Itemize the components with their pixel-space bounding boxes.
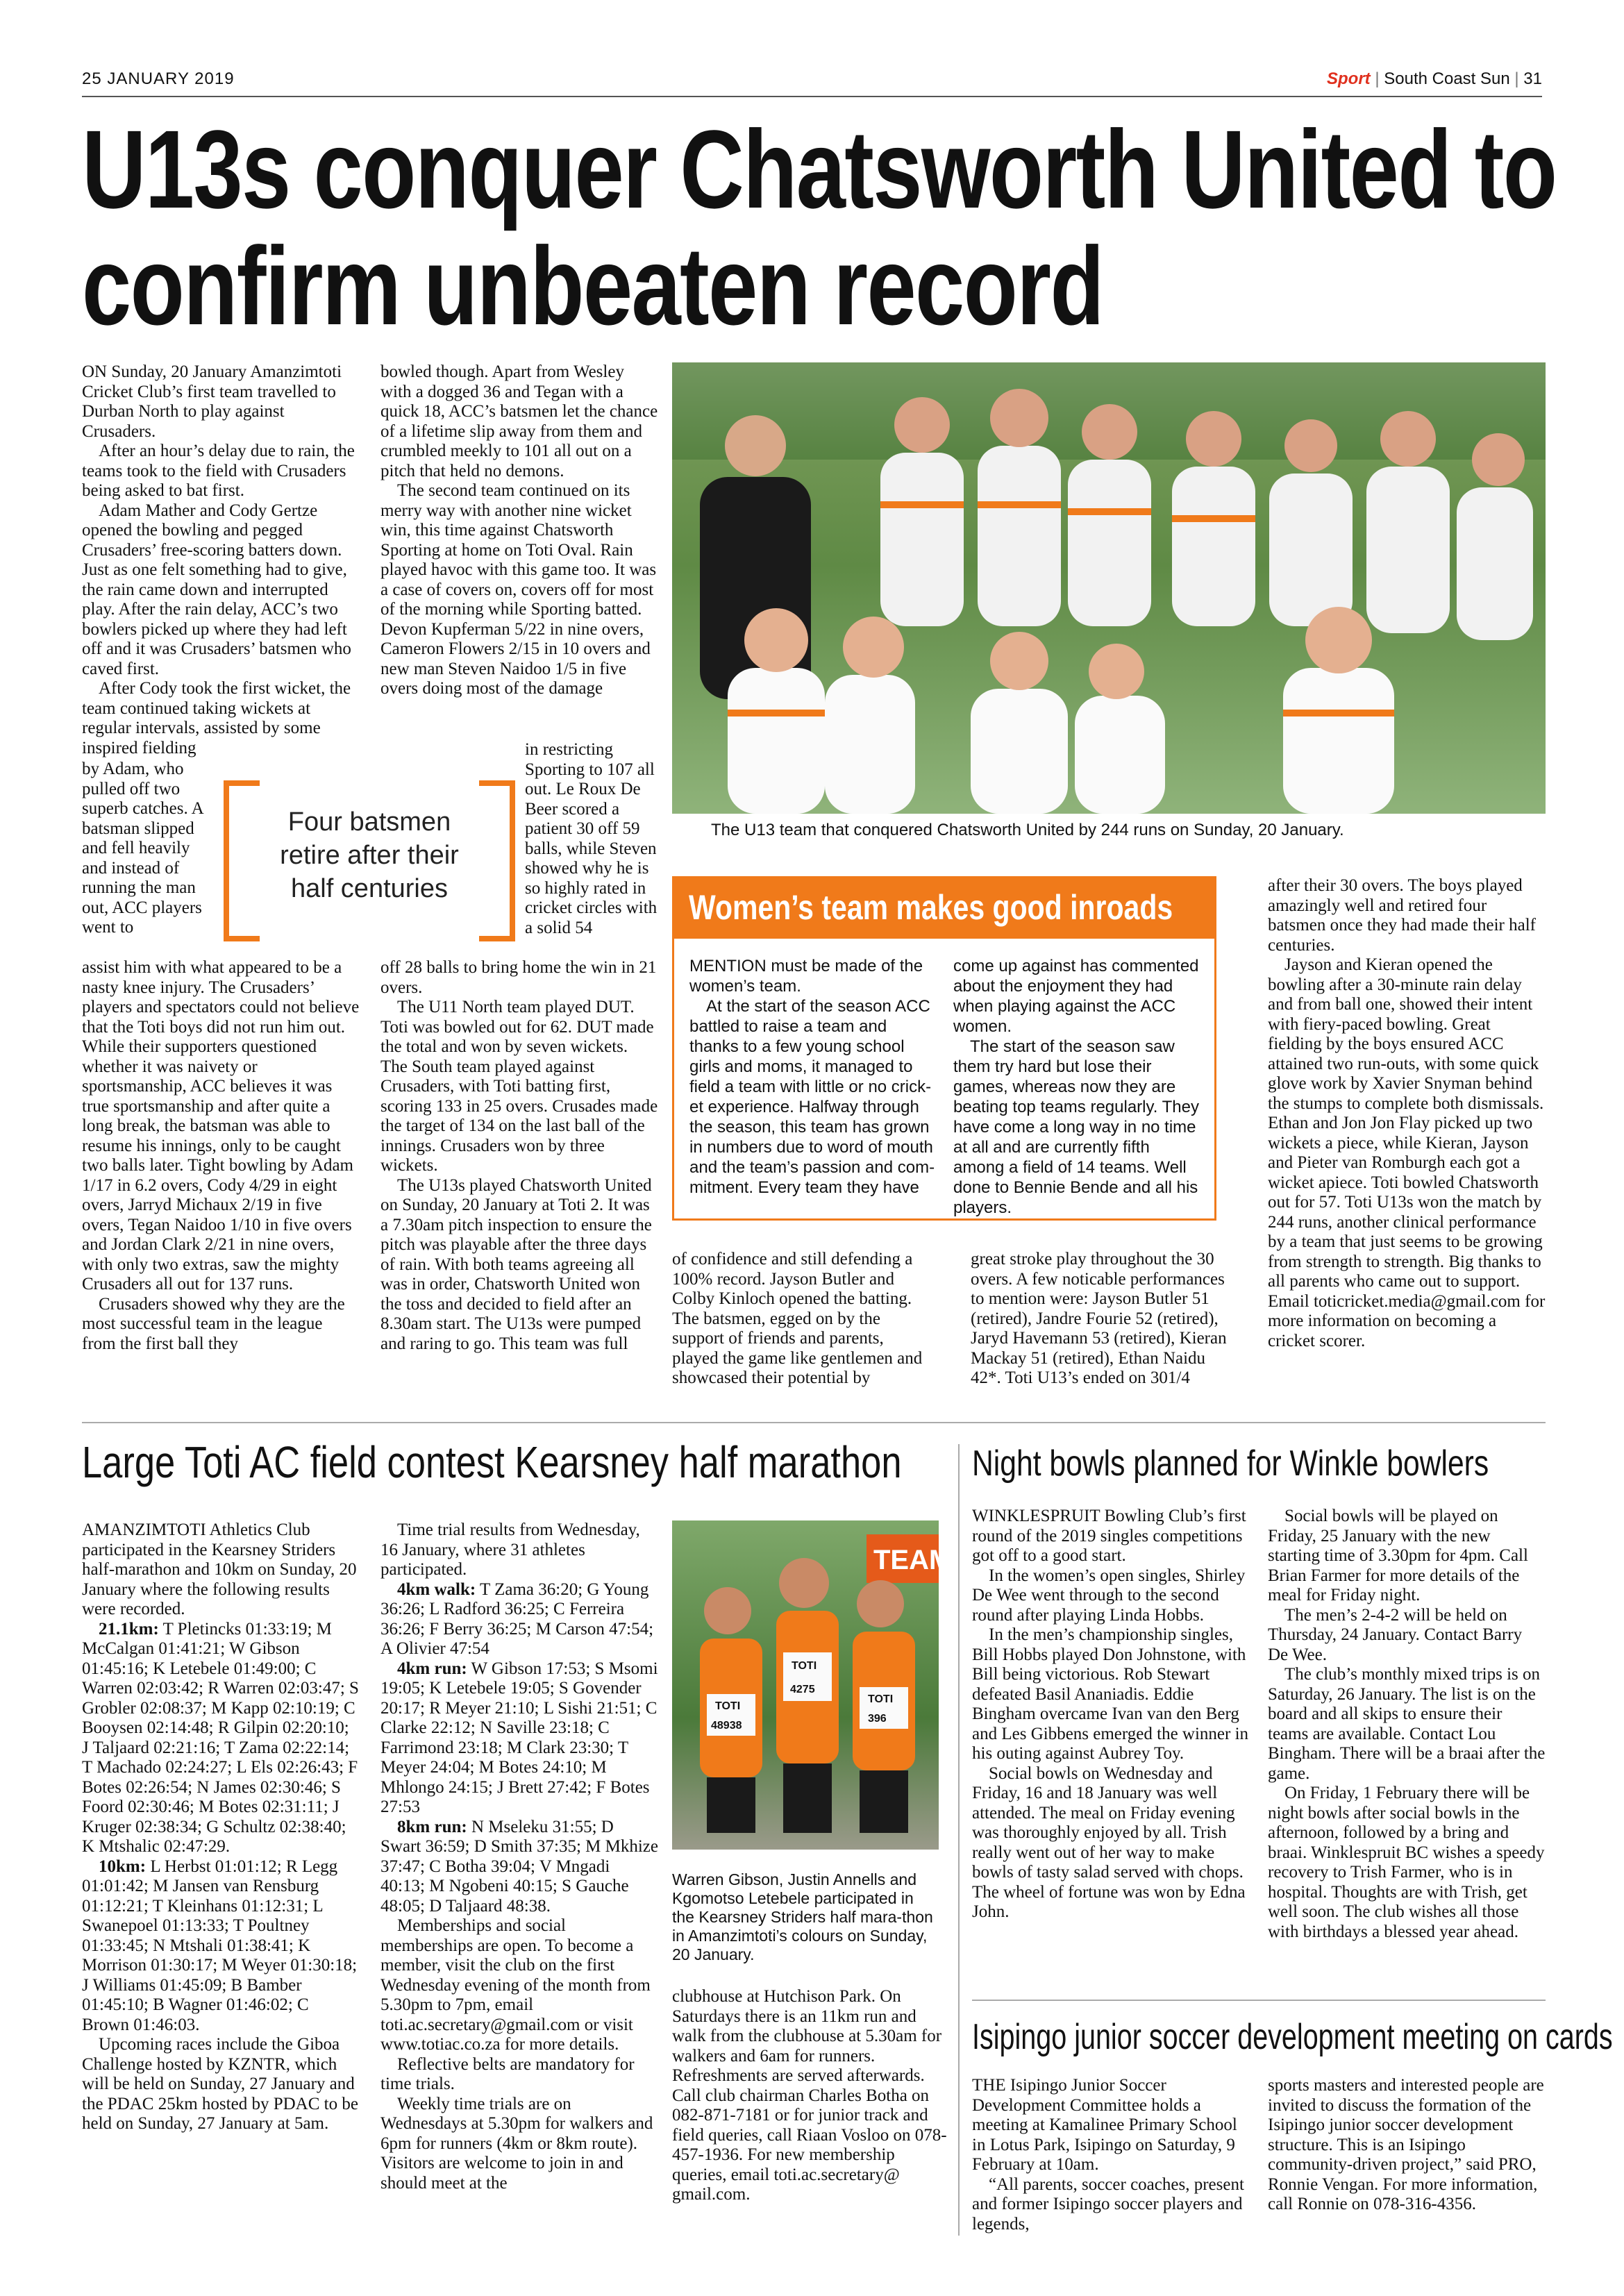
- results-text: L Herbst 01:01:12; R Legg 01:01:42; M Jansen van Rensburg 01:12:21; T Kleinhans 01:12:31; L Swanepoel 01:13:33; T Poultney 01:33:45; N Mtshali 01:38:41; K Morrison 01:30:17; M Weyer 01:30:18; J Williams 01:45:09; B Bamber 01:45:10; B Wagner 01:46:02; C Brown 01:46:03.: [82, 1857, 358, 2034]
- pullquote-bottom-rule: [479, 936, 510, 941]
- paragraph: The U13s played Chatsworth United on Sunday, 20 January at Toti 2. It was a 7.30am pitch inspection to ensure the pitch was playable after the three days of rain. With both teams agreeing all was in order, Chatsworth United won the toss and decided to field after an 8.30am start. The U13s were pumped and raring to go. This team was full: [380, 1175, 652, 1353]
- paragraph: come up against has commented about the enjoyment they had when playing against the ACC women.: [953, 957, 1199, 1036]
- pullquote-text: Four batsmen retire after their half centuries: [280, 807, 459, 903]
- article4-col1: [972, 2076, 1250, 2234]
- paragraph: clubhouse at Hutchison Park. On Saturdays there is an 11km run and walk from the clubhouse at 5.30am for walkers and 6am for runners. Refreshments are served afterwards. Call club chairman Charles Botha on 082-871-7181 or for junior track and field queries, call Riaan Vosloo on 078-457-1936. For new membership queries, email toti.ac.secretary@ gmail.com.: [672, 1987, 947, 2204]
- separator: |: [1375, 69, 1384, 88]
- page-date: 25 JANUARY 2019: [82, 69, 235, 88]
- article2-col1: [82, 1520, 360, 2134]
- article1-col1-narrow: [82, 760, 207, 938]
- bib-text: TOTI: [868, 1693, 894, 1705]
- womens-team-title-text: Women’s team makes good inroads: [689, 888, 1173, 927]
- runners-illustration: [672, 1520, 953, 1850]
- pullquote-box: [224, 780, 515, 941]
- womens-col2: [953, 956, 1203, 1218]
- results-text: T Zama 36:20; G Young 36:26; L Radford 36:25; C Ferreira 36:26; F Berry 36:25; M Carson 47:54; A Olivier 47:54: [380, 1579, 654, 1658]
- paragraph: [380, 1659, 658, 1818]
- results-label: 4km walk:: [397, 1579, 476, 1599]
- paragraph: bowled though. Apart from Wesley with a dogged 36 and Tegan with a quick 18, ACC’s batsmen let the chance of a lifetime slip away from them and crumbled meekly to 101 all out on a pitch that held no demons.: [380, 362, 658, 480]
- paragraph: assist him with what appeared to be a nasty knee injury. The Crusaders’ players and spectators could not believe that the Toti boys did not run him out. While their supporters questioned whether it was naivety or sportsmanship, ACC believes it was true sportsmanship and after quite a long break, the batsman was able to resume his innings, only to be caught two balls later. Tight bowling by Adam 1/17 in 6.2 overs, Cody 4/29 in eight overs, Jarryd Michaux 2/19 in five overs, Tegan Naidoo 1/10 in five overs and Jordan Clark 2/21 in nine overs, with only two extras, saw the mighty Crusaders all out for 137 runs.: [82, 958, 360, 1293]
- article3-col2: [1268, 1507, 1546, 1942]
- bib-number: 396: [868, 1713, 887, 1725]
- womens-col1: [689, 956, 939, 1198]
- paragraph: [380, 1580, 658, 1659]
- article3-headline: Night bowls planned for Winkle bowlers: [972, 1443, 1489, 1484]
- section-divider: [972, 2000, 1546, 2001]
- photo-sign-text: TEAM: [873, 1545, 953, 1575]
- pullquote-bottom-rule: [229, 936, 260, 941]
- page-section-info: [1327, 69, 1542, 89]
- paragraph: WINKLESPRUIT Bowling Club’s first round of the 2019 singles competitions got off to a good start.: [972, 1507, 1246, 1565]
- paragraph: in restricting Sporting to 107 all out. Le Roux De Beer scored a patient 30 off 59 balls, while Steven showed why he is so highly rated in cricket circles with a solid 54: [525, 740, 658, 937]
- womens-team-box: [672, 876, 1216, 1221]
- results-label: 21.1km:: [99, 1619, 159, 1639]
- paragraph: of confidence and still defending a 100% record. Jayson Butler and Colby Kinloch opened the batting. The batsmen, egged on by the support of friends and parents, played the game like gentlemen and showcased their potential by: [672, 1250, 923, 1387]
- paragraph: The club’s monthly mixed trips is on Saturday, 26 January. The list is on the board and all skips to ensure their teams are available. Contact Lou Bingham. There will be a braai after the game.: [1268, 1665, 1546, 1783]
- paragraph: The second team continued on its merry way with another nine wicket win, this time against Chatsworth Sporting at home on Toti Oval. Rain played havoc with this game too. It was a case of covers on, covers off for most of the morning while Sporting batted. Devon Kupferman 5/22 in nine overs, Cameron Flowers 2/15 in 10 overs and new man Steven Naidoo 1/5 in five overs doing most of the damage: [380, 481, 657, 698]
- paragraph: [380, 1818, 658, 1917]
- paragraph: by Adam, who pulled off two superb catches. A batsman slipped and fell heavily and instead of running the man out, ACC players went to: [82, 760, 203, 937]
- paragraph: Reflective belts are mandatory for time trials.: [380, 2054, 635, 2093]
- results-text: W Gibson 17:53; S Msomi 19:05; K Letebele 19:05; S Govender 20:17; R Meyer 21:10; L Sishi 21:51; C Clarke 22:12; N Saville 23:18; C Farrimond 23:18; M Clark 23:30; T Meyer 24:04; M Botes 24:10; M Mhlongo 24:15; J Brett 27:42; F Botes 27:53: [380, 1659, 658, 1816]
- paragraph: Upcoming races include the Giboa Challenge hosted by KZNTR, which will be held on Sunday, 27 January and the PDAC 25km hosted by PDAC to be held on Sunday, 27 January at 5am.: [82, 2035, 358, 2133]
- main-headline: [82, 107, 1557, 348]
- section-label: Sport: [1327, 69, 1371, 88]
- column-divider: [958, 1444, 960, 2236]
- bib-text: TOTI: [715, 1700, 741, 1712]
- results-label: 4km run:: [397, 1659, 467, 1678]
- paragraph: sports masters and interested people are invited to discuss the formation of the Isipingo junior soccer development structure. This is an Isipingo community-driven project,” said PRO, Ronnie Vengan. For more information, call Ronnie on 078-316-4356.: [1268, 2076, 1544, 2213]
- header-rule: [82, 96, 1542, 97]
- paragraph: [82, 1620, 360, 1857]
- pullquote-top-rule: [229, 780, 260, 786]
- paragraph: Crusaders showed why they are the most successful team in the league from the first ball they: [82, 1294, 345, 1353]
- paragraph: After Cody took the first wicket, the team continued taking wickets at regular intervals, assisted by some inspired fielding: [82, 679, 351, 757]
- article1-col4: [971, 1250, 1229, 1389]
- pullquote-top-rule: [479, 780, 510, 786]
- paragraph: The men’s 2-4-2 will be held on Thursday, 24 January. Contact Barry De Wee.: [1268, 1605, 1523, 1664]
- team-photo-caption: The U13 team that conquered Chatsworth United by 244 runs on Sunday, 20 January.: [711, 821, 1344, 839]
- article4-headline: Isipingo junior soccer development meeting on cards: [972, 2017, 1613, 2057]
- paragraph: Memberships and social memberships are open. To become a member, visit the club on the first Wednesday evening of the month from 5.30pm to 7pm, email toti.ac.secretary@gmail.com or visit www.totiac.co.za for more details.: [380, 1916, 651, 2054]
- paragraph: after their 30 overs. The boys played amazingly well and retired four batsmen once they had made their half centuries.: [1268, 876, 1536, 955]
- headline-line-1: U13s conquer Chatsworth United to: [82, 107, 1557, 231]
- paragraph: Weekly time trials are on Wednesdays at 5.30pm for walkers and 6pm for runners (4km or 8km route). Visitors are welcome to join in and should meet at the: [380, 2094, 653, 2193]
- runners-photo-caption: Warren Gibson, Justin Annells and Kgomotso Letebele participated in the Kearsney Striders half mara-thon in Amanzimtoti’s colours on Sunday, 20 January.: [672, 1870, 933, 1963]
- womens-team-title: [672, 876, 1216, 939]
- paper-name: South Coast Sun: [1384, 69, 1510, 88]
- team-photo: [672, 362, 1546, 814]
- section-divider: [82, 1422, 1546, 1423]
- article1-col2: [380, 362, 658, 699]
- paragraph: [82, 1857, 360, 2036]
- article2-col3: [672, 1987, 950, 2205]
- paragraph: MENTION must be made of the women’s team.: [689, 957, 923, 996]
- bib-text: TOTI: [792, 1660, 817, 1672]
- bib-number: 48938: [711, 1720, 742, 1732]
- paragraph: Time trial results from Wednesday, 16 January, where 31 athletes participated.: [380, 1520, 640, 1579]
- runners-photo: [672, 1520, 953, 1850]
- paragraph: Adam Mather and Cody Gertze opened the bowling and pegged Crusaders’ free-scoring batters down. Just as one felt something had to give, the rain came down and interrupted play. After the rain delay, ACC’s two bowlers picked up where they had left off and it was Crusaders’ batsmen who caved first.: [82, 501, 351, 678]
- article1-col1-rest: [82, 958, 360, 1354]
- results-label: 10km:: [99, 1857, 147, 1876]
- article4-col2: [1268, 2076, 1546, 2215]
- paragraph: On Friday, 1 February there will be night bowls after social bowls in the afternoon, followed by a bring and braai. Winklespruit BC wishes a speedy recovery to Trish Farmer, who is in hospital. Thoughts are with Trish, get well soon. The club wishes all those with birthdays a blessed year ahead.: [1268, 1784, 1545, 1941]
- separator: |: [1514, 69, 1524, 88]
- paragraph: off 28 balls to bring home the win in 21 overs.: [380, 958, 657, 997]
- article2-headline: Large Toti AC field contest Kearsney half marathon: [82, 1437, 902, 1487]
- results-text: T Pletincks 01:33:19; M McCalgan 01:41:21; W Gibson 01:45:16; K Letebele 01:49:00; C Warren 02:03:42; R Warren 02:03:47; S Grobler 02:08:37; M Kapp 02:10:19; C Booysen 02:14:48; R Gilpin 02:20:10; J Taljaard 02:21:16; T Zama 02:22:14; T Machado 02:24:27; L Els 02:26:43; F Botes 02:26:54; N James 02:30:46; S Foord 02:30:46; M Botes 02:31:11; J Kruger 02:38:34; G Schultz 02:38:40; K Mtshalic 02:47:29.: [82, 1619, 359, 1856]
- paragraph: Social bowls on Wednesday and Friday, 16 and 18 January was well attended. The meal on Friday evening was thoroughly enjoyed by all. Trish really went out of her way to make bowls of tasty salad served with chops. The wheel of fortune was won by Edna John.: [972, 1763, 1246, 1921]
- paragraph: ON Sunday, 20 January Amanzimtoti Cricket Club’s first team travelled to Durban North to play against Crusaders.: [82, 362, 342, 441]
- page-number: 31: [1523, 69, 1542, 88]
- paragraph: Jayson and Kieran opened the bowling after a 30-minute rain delay and from ball one, showed their intent with fiery-paced bowling. Great fielding by the boys ensured ACC attained two run-outs, with some quick glove work by Xavier Snyman behind the stumps to complete both dismissals. Ethan and Jon Jon Flay picked up two wickets a piece, while Kieran, Jayson and Pieter van Romburgh each got a wicket apiece. Toti bowled Chatsworth out for 57. Toti U13s won the match by 244 runs, another clinical performance by a team that just seems to be growing from strength to strength. Big thanks to all parents who came out to support. Email toticricket.media@gmail.com for more information on becoming a cricket scorer.: [1268, 955, 1546, 1350]
- paragraph: After an hour’s delay due to rain, the teams took to the field with Crusaders being asked to bat first.: [82, 442, 355, 500]
- team-photo-illustration: [672, 362, 1546, 814]
- results-label: 8km run:: [397, 1817, 467, 1836]
- paragraph: “All parents, soccer coaches, present and former Isipingo soccer players and legends,: [972, 2175, 1244, 2234]
- paragraph: In the men’s championship singles, Bill Hobbs played Don Johnstone, with Bill being victorious. Rob Stewart defeated Basil Ananiadis. Eddie Bingham overcame Ivan van den Berg and Les Gibbens emerged the winner in his outing against Aubrey Toy.: [972, 1625, 1249, 1763]
- paragraph: AMANZIMTOTI Athletics Club participated in the Kearsney Striders half-marathon and 10km on Sunday, 20 January where the following results were recorded.: [82, 1520, 357, 1618]
- paragraph: Social bowls will be played on Friday, 25 January with the new starting time of 3.30pm for 4pm. Call Brian Farmer for more details of the meal for Friday night.: [1268, 1507, 1528, 1604]
- paragraph: THE Isipingo Junior Soccer Development Committee holds a meeting at Kamalinee Primary School in Lotus Park, Isipingo on Saturday, 9 February at 10am.: [972, 2076, 1237, 2174]
- bib-number: 4275: [790, 1684, 815, 1695]
- article2-col2: [380, 1520, 658, 2193]
- article1-col5: [1268, 876, 1546, 1351]
- paragraph: In the women’s open singles, Shirley De Wee went through to the second round after playing Linda Hobbs.: [972, 1566, 1246, 1625]
- article3-col1: [972, 1507, 1250, 1922]
- paragraph: The start of the season saw them try hard but lose their games, whereas now they are beating top teams regularly. They have come a long way in no time at all and are currently fifth among a field of 14 teams. Well done to Bennie Bende and all his players.: [953, 1037, 1199, 1217]
- paragraph: At the start of the season ACC battled to raise a team and thanks to a few young school girls and moms, it managed to field a team with little or no crick-et experience. Halfway through the season, this team has grown in numbers due to word of mouth and the team’s passion and com-mitment. Every team they have: [689, 997, 935, 1197]
- article1-col3: [672, 1250, 930, 1389]
- article1-col1: [82, 362, 360, 758]
- article1-col2-rest: [380, 958, 658, 1354]
- results-text: N Mseleku 31:55; D Swart 36:59; D Smith 37:35; M Mkhize 37:47; C Botha 39:04; V Mngadi 40:13; M Ngobeni 40:15; S Gauche 48:05; D Taljaard 48:38.: [380, 1817, 658, 1916]
- paragraph: great stroke play throughout the 30 overs. A few noticable performances to mention were: Jayson Butler 51 (retired), Jandre Fourie 52 (retired), Jaryd Havemann 53 (retired), Kieran Mackay 51 (retired), Ethan Naidu 42*. Toti U13’s ended on 301/4: [971, 1250, 1227, 1387]
- paragraph: The U11 North team played DUT. Toti was bowled out for 62. DUT made the total and won by seven wickets. The South team played against Crusaders, with Toti batting first, scoring 133 in 25 overs. Crusades made the target of 134 on the last ball of the innings. Crusaders won by three wickets.: [380, 998, 658, 1175]
- article1-col2-narrow: [525, 740, 658, 938]
- headline-line-2: confirm unbeaten record: [82, 224, 1104, 348]
